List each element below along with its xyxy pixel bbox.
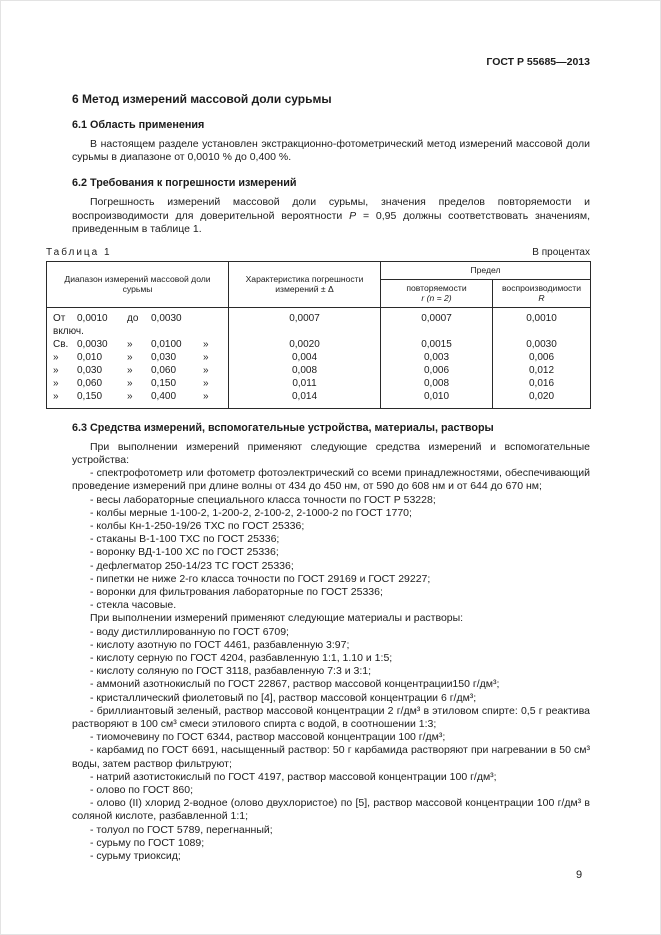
range-suffix: »: [203, 364, 209, 376]
cell-reproducibility: 0,020: [493, 390, 591, 409]
col-header-error: Характеристика погрешности измерений ± Δ: [229, 262, 381, 308]
range-prefix: »: [53, 390, 59, 402]
list-item: - сурьму триоксид;: [90, 850, 181, 863]
range-prefix: »: [53, 351, 59, 363]
table-label: Таблица 1: [46, 247, 112, 259]
cell-range: [47, 390, 229, 409]
section-6-1-title: 6.1 Область применения: [72, 119, 205, 131]
range-mid: »: [127, 364, 133, 376]
cell-reproducibility: 0,0030: [493, 338, 591, 351]
section-6-3-title: 6.3 Средства измерений, вспомогательные устройства, материалы, растворы: [72, 421, 494, 434]
range-mid: до: [127, 312, 139, 324]
col-header-text: повторяемости: [406, 282, 467, 293]
cell-repeatability: 0,010: [381, 390, 493, 409]
table-header-row: [47, 262, 591, 280]
range-mid: »: [127, 338, 133, 350]
accuracy-table: [46, 261, 591, 409]
range-prefix: »: [53, 364, 59, 376]
table-units-note: В процентах: [532, 247, 590, 259]
col-header-repeatability: [381, 279, 493, 307]
cell-reproducibility: 0,012: [493, 364, 591, 377]
list-item: - воронки для фильтрования лабораторные по ГОСТ 25336;: [90, 586, 383, 599]
list-item: - колбы Кн-1-250-19/26 ТХС по ГОСТ 25336;: [90, 520, 305, 533]
cell-repeatability: 0,006: [381, 364, 493, 377]
cell-reproducibility: 0,0010: [493, 307, 591, 338]
range-to: 0,0100: [151, 338, 182, 350]
page-number: 9: [576, 869, 583, 881]
list-item: - олово (II) хлорид 2-водное (олово двухлористое) по [5], раствор массовой концентрации 100 г/дм³ в соляной кислоте, разбавленной 1:1;: [72, 797, 590, 823]
cell-reproducibility: 0,006: [493, 351, 591, 364]
col-header-range: Диапазон измерений массовой доли сурьмы: [47, 262, 229, 308]
range-to: 0,150: [151, 377, 177, 389]
section-6-3-intro-devices: При выполнении измерений применяют следующие средства измерений и вспомогательные устройства:: [72, 440, 590, 466]
list-item: - дефлегматор 250-14/23 ТС ГОСТ 25336;: [90, 559, 294, 572]
table-1-block: [46, 247, 590, 409]
list-item: - кислоту соляную по ГОСТ 3118, разбавленную 7:3 и 3:1;: [90, 665, 372, 678]
col-header-limit-group: Предел: [381, 262, 591, 280]
range-to: 0,0030: [151, 312, 182, 324]
range-mid: »: [127, 377, 133, 389]
list-item: - кислоту серную по ГОСТ 4204, разбавленную 1:1, 1.10 и 1:5;: [90, 652, 393, 665]
paragraph-text: Погрешность измерений массовой доли сурьмы, значения пределов повторяемости и воспроизводимости для доверительной вероятности: [72, 196, 590, 222]
range-from: 0,0010: [77, 312, 108, 324]
cell-range: [47, 338, 229, 351]
range-mid: »: [127, 351, 133, 363]
range-from: 0,010: [77, 351, 103, 363]
list-item: - колбы мерные 1-100-2, 1-200-2, 2-100-2, 2-1000-2 по ГОСТ 1770;: [90, 506, 412, 519]
range-from: 0,060: [77, 377, 103, 389]
cell-range: [47, 307, 229, 338]
cell-error: 0,008: [229, 364, 381, 377]
section-6-1-paragraph: В настоящем разделе установлен экстракционно-фотометрический метод измерений массовой доли сурьмы в диапазоне от 0,0010 % до 0,400 %.: [72, 138, 590, 164]
table-row: [47, 390, 591, 409]
list-item: - сурьму по ГОСТ 1089;: [90, 836, 205, 849]
cell-error: 0,014: [229, 390, 381, 409]
cell-repeatability: 0,0015: [381, 338, 493, 351]
range-prefix: »: [53, 377, 59, 389]
chapter-title: 6 Метод измерений массовой доли сурьмы: [72, 92, 332, 106]
list-item: - карбамид по ГОСТ 6691, насыщенный раствор: 50 г карбамида растворяют при нагревании в 50 см³ воды, затем раствор фильтруют;: [72, 744, 590, 770]
range-suffix: »: [203, 351, 209, 363]
cell-repeatability: 0,008: [381, 377, 493, 390]
list-item: - спектрофотометр или фотометр фотоэлектрический со всеми принадлежностями, обеспечивающий проведение измерений при длине волны от 434 до 450 нм, от 590 до 608 нм и от 644 до 670 нм;: [72, 467, 590, 493]
table-row: [47, 377, 591, 390]
cell-error: 0,004: [229, 351, 381, 364]
table-row: [47, 338, 591, 351]
list-item: - аммоний азотнокислый по ГОСТ 22867, раствор массовой концентрации150 г/дм³;: [90, 678, 500, 691]
col-header-formula: r (n = 2): [421, 293, 452, 304]
range-mid: »: [127, 390, 133, 402]
range-from: 0,150: [77, 390, 103, 402]
list-item: - воду дистиллированную по ГОСТ 6709;: [90, 625, 289, 638]
cell-reproducibility: 0,016: [493, 377, 591, 390]
list-item: - олово по ГОСТ 860;: [90, 784, 194, 797]
col-header-formula: R: [538, 293, 545, 304]
range-from: 0,0030: [77, 338, 108, 350]
list-item: - толуол по ГОСТ 5789, перегнанный;: [90, 823, 273, 836]
list-item: - кристаллический фиолетовый по [4], раствор массовой концентрации 6 г/дм³;: [90, 691, 477, 704]
section-6-2-paragraph: [72, 196, 590, 236]
list-item: - пипетки не ниже 2-го класса точности по ГОСТ 29169 и ГОСТ 29227;: [90, 572, 431, 585]
list-item: - натрий азотистокислый по ГОСТ 4197, раствор массовой концентрации 100 г/дм³;: [90, 770, 497, 783]
range-to: 0,030: [151, 351, 177, 363]
list-item: - тиомочевину по ГОСТ 6344, раствор массовой концентрации 100 г/дм³;: [90, 731, 446, 744]
range-suffix: »: [203, 377, 209, 389]
section-6-3-intro-materials: При выполнении измерений применяют следующие материалы и растворы:: [90, 612, 464, 625]
cell-range: [47, 364, 229, 377]
cell-error: 0,011: [229, 377, 381, 390]
table-row: [47, 351, 591, 364]
cell-range: [47, 377, 229, 390]
table-row: [47, 307, 591, 338]
range-prefix: Св.: [53, 338, 69, 350]
range-prefix: От: [53, 312, 66, 324]
paragraph-text: = 0,95 должны соответствовать значениям, приведенным в таблице 1.: [72, 209, 590, 235]
range-suffix: включ.: [53, 325, 84, 337]
table-caption: [46, 247, 590, 258]
list-item: - стаканы В-1-100 ТХС по ГОСТ 25336;: [90, 533, 280, 546]
col-header-text: воспроизводимости: [501, 282, 582, 293]
cell-repeatability: 0,0007: [381, 307, 493, 338]
variable-p: Р: [349, 209, 357, 222]
cell-repeatability: 0,003: [381, 351, 493, 364]
section-6-2-title: 6.2 Требования к погрешности измерений: [72, 177, 297, 190]
cell-range: [47, 351, 229, 364]
cell-error: 0,0020: [229, 338, 381, 351]
doc-number: ГОСТ Р 55685—2013: [486, 56, 590, 68]
list-item: - кислоту азотную по ГОСТ 4461, разбавленную 3:97;: [90, 638, 350, 651]
list-item: - стекла часовые.: [90, 599, 177, 612]
range-from: 0,030: [77, 364, 103, 376]
range-suffix: »: [203, 390, 209, 402]
list-item: - весы лабораторные специального класса точности по ГОСТ Р 53228;: [90, 493, 436, 506]
table-row: [47, 364, 591, 377]
range-suffix: »: [203, 338, 209, 350]
range-to: 0,400: [151, 390, 177, 402]
range-to: 0,060: [151, 364, 177, 376]
list-item: - бриллиантовый зеленый, раствор массовой концентрации 2 г/дм³ в этиловом спирте: 0,5 г реактива растворяют в 100 см³ смеси этилового спирта с водой, в соотношении 1:3;: [72, 704, 590, 731]
col-header-reproducibility: [493, 279, 591, 307]
page-content: [46, 56, 590, 863]
cell-error: 0,0007: [229, 307, 381, 338]
list-item: - воронку ВД-1-100 ХС по ГОСТ 25336;: [90, 546, 279, 559]
